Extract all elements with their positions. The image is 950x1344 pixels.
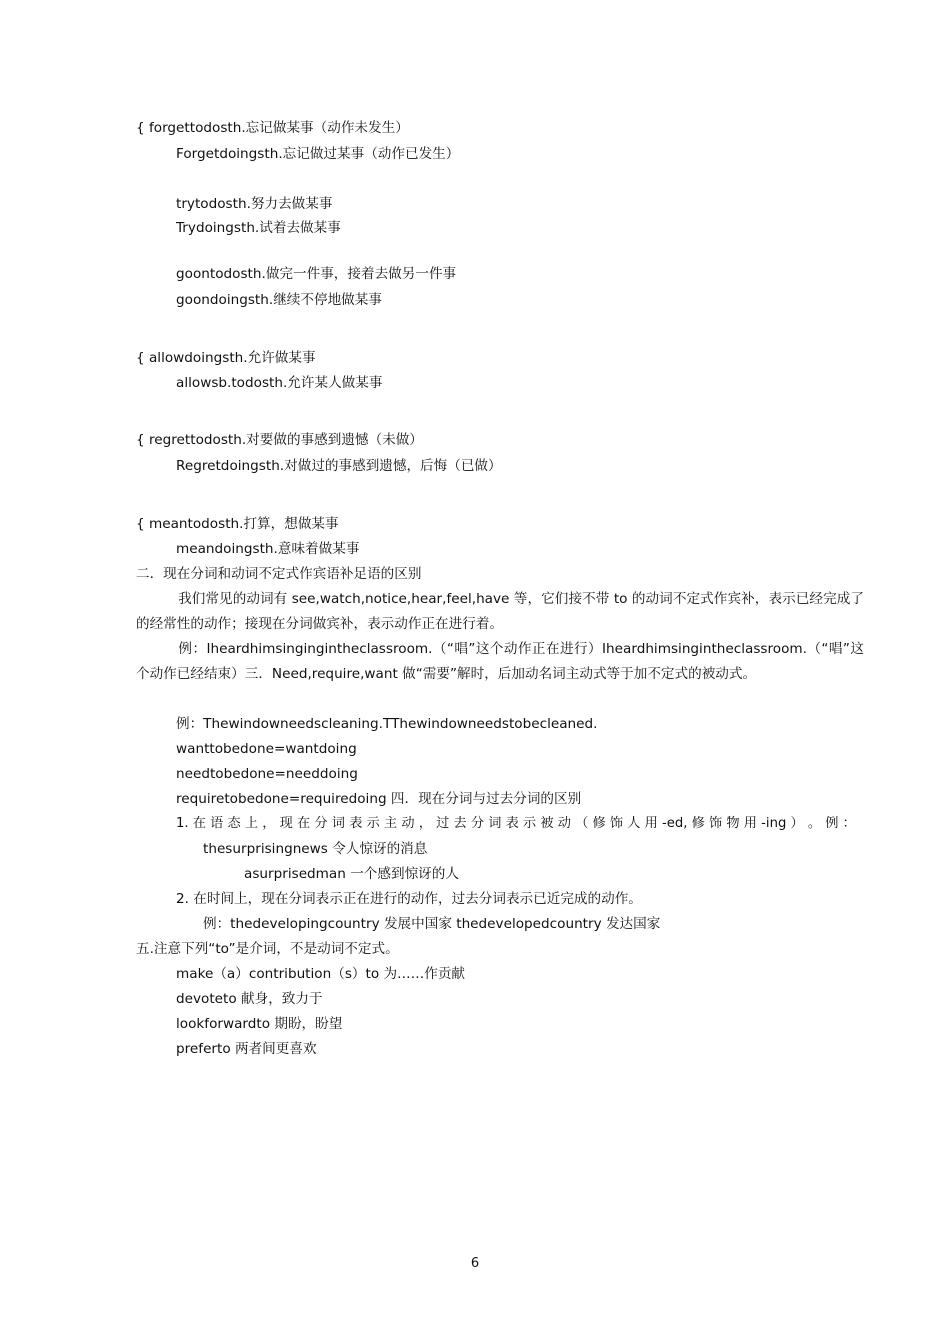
text-line: allowsb.todosth.允许某人做某事 — [176, 375, 383, 391]
text-line: goondoingsth.继续不停地做某事 — [176, 292, 382, 308]
text-line: thesurprisingnews 令人惊讶的消息 — [203, 841, 428, 857]
text-line: 例：Thewindowneedscleaning.TThewindowneedstobecleaned. — [176, 716, 598, 732]
section-heading: 二．现在分词和动词不定式作宾语补足语的区别 — [136, 566, 422, 582]
text-line: preferto 两者间更喜欢 — [176, 1041, 317, 1057]
text-line: needtobedone=needdoing — [176, 766, 358, 782]
text-line: goontodosth.做完一件事，接着去做另一件事 — [176, 266, 457, 282]
text-line: make（a）contribution（s）to 为……作贡献 — [176, 966, 466, 982]
paragraph — [136, 587, 864, 637]
text-line: meandoingsth.意味着做某事 — [176, 541, 360, 557]
paragraph-text: 例：Iheardhimsingingintheclassroom.（“唱”这个动作正在进行）Iheardhimsingintheclassroom.（“唱”这个动作已经结束）三．Need,require,want 做“需要”解时，后加动名词主动式等于加不定式的被动式。 — [136, 641, 864, 682]
text-line: Regretdoingsth.对做过的事感到遗憾，后悔（已做） — [176, 458, 502, 474]
text-line: trytodosth.努力去做某事 — [176, 196, 333, 212]
text-line: { meantodosth.打算，想做某事 — [136, 516, 339, 532]
text-line: Forgetdoingsth.忘记做过某事（动作已发生） — [176, 146, 460, 162]
text-line: { regrettodosth.对要做的事感到遗憾（未做） — [136, 432, 423, 448]
text-line: wanttobedone=wantdoing — [176, 741, 357, 757]
text-line: { allowdoingsth.允许做某事 — [136, 350, 316, 366]
page-number: 6 — [470, 1256, 480, 1271]
text-line: Trydoingsth.试着去做某事 — [176, 220, 341, 236]
text-line: 1. 在 语 态 上 ， 现 在 分 词 表 示 主 动 ， 过 去 分 词 表 示 被 动 （ 修 饰 人 用 -ed, 修 饰 物 用 -ing ） 。 例 ： — [176, 816, 856, 831]
paragraph-text: 我们常见的动词有 see,watch,notice,hear,feel,have 等，它们接不带 to 的动词不定式作宾补，表示已经完成了的经常性的动作；接现在分词做宾补，表示动作正在进行着。 — [136, 591, 864, 632]
text-line: 2. 在时间上，现在分词表示正在进行的动作，过去分词表示已近完成的动作。 — [176, 891, 642, 907]
text-line: asurprisedman 一个感到惊讶的人 — [244, 866, 459, 882]
paragraph — [136, 637, 864, 687]
section-heading: 五.注意下列“to”是介词，不是动词不定式。 — [136, 941, 399, 957]
text-line: devoteto 献身，致力于 — [176, 991, 323, 1007]
text-line: lookforwardto 期盼，盼望 — [176, 1016, 343, 1032]
text-line: { forgettodosth.忘记做某事（动作未发生） — [136, 120, 409, 136]
text-line: 例：thedevelopingcountry 发展中国家 thedevelopedcountry 发达国家 — [203, 916, 661, 932]
text-line: requiretobedone=requiredoing 四．现在分词与过去分词的区别 — [176, 791, 582, 807]
